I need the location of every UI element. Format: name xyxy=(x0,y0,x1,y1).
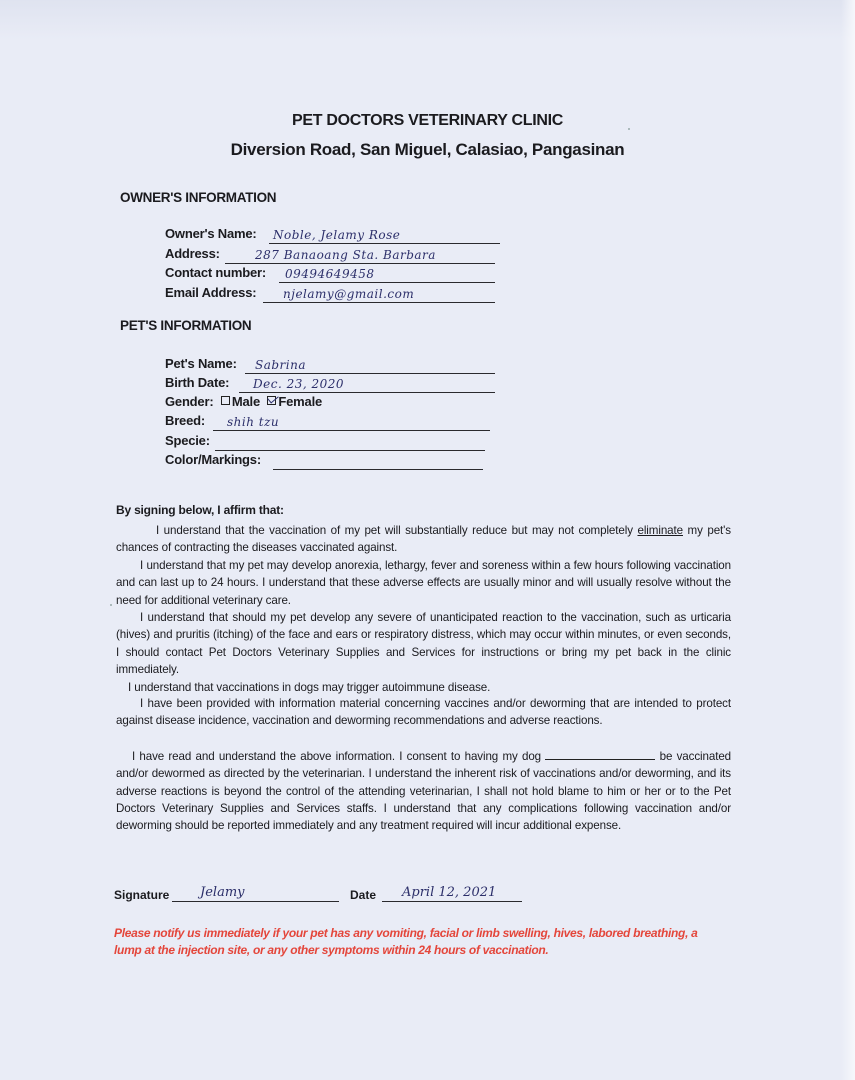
pet-birth-field xyxy=(165,375,495,393)
gender-label: Gender: xyxy=(165,394,214,409)
owner-contact-value: 09494649458 xyxy=(285,267,375,281)
clinic-address: Diversion Road, San Miguel, Calasiao, Pangasinan xyxy=(230,140,625,159)
owner-name-line xyxy=(269,243,500,244)
pet-breed-value: shih tzu xyxy=(227,415,280,429)
pet-specie-line xyxy=(215,450,485,451)
signature-value: Jelamy xyxy=(200,885,245,900)
consent-paragraph-1 xyxy=(116,522,731,557)
consent-paragraph-2: I understand that my pet may develop anorexia, lethargy, fever and soreness within a few hours following vaccination and can last up to 24 hours. I understand that these adverse effects are usually minor and will usually resolve without the need for additional veterinary care. xyxy=(116,559,731,607)
signature-line xyxy=(172,901,339,902)
pet-name-line xyxy=(245,373,495,374)
pet-breed-line xyxy=(213,430,490,431)
pet-birth-value: Dec. 23, 2020 xyxy=(253,377,345,391)
date-value: April 12, 2021 xyxy=(402,885,497,900)
owner-email-line xyxy=(263,302,495,303)
pet-color-label: Color/Markings: xyxy=(165,452,261,467)
pet-name-value: Sabrina xyxy=(255,358,307,372)
date-field xyxy=(350,882,522,902)
owner-contact-field xyxy=(165,265,495,283)
pet-birth-label: Birth Date: xyxy=(165,375,230,390)
pet-name-label: Pet's Name: xyxy=(165,356,237,371)
pet-birth-line xyxy=(239,392,495,393)
owner-email-field xyxy=(165,285,495,303)
pet-breed-label: Breed: xyxy=(165,413,205,428)
male-checkbox[interactable] xyxy=(221,396,230,405)
owner-contact-line xyxy=(279,282,495,283)
scan-shadow xyxy=(0,0,855,40)
consent-paragraph-4: I understand that vaccinations in dogs may trigger autoimmune disease. xyxy=(128,681,491,694)
owner-address-value: 287 Banaoang Sta. Barbara xyxy=(255,248,436,262)
pet-specie-field xyxy=(165,433,485,451)
date-line xyxy=(382,901,522,902)
pet-gender-field xyxy=(165,394,322,409)
pet-name-field xyxy=(165,356,495,374)
notice-text: Please notify us immediately if your pet has any vomiting, facial or limb swelling, hives, labored breathing, a lump at the injection site, or any other symptoms within 24 hours of vaccination. xyxy=(114,926,698,957)
female-checkbox[interactable] xyxy=(267,396,276,405)
owner-contact-label: Contact number: xyxy=(165,265,267,280)
consent-paragraph-5: I have been provided with information material concerning vaccines and/or deworming that are intended to protect against disease incidence, vaccination and deworming recommendations and adverse reactions. xyxy=(116,697,731,728)
male-label: Male xyxy=(231,394,260,409)
clinic-name: PET DOCTORS VETERINARY CLINIC xyxy=(291,112,564,129)
consent-p1-text: I understand that the vaccination of my pet will substantially reduce but may not completely xyxy=(156,524,638,537)
scan-speck xyxy=(628,128,630,130)
owner-name-label: Owner's Name: xyxy=(165,226,257,241)
pet-section-title: PET'S INFORMATION xyxy=(120,318,252,333)
consent-p1-underlined: eliminate xyxy=(637,524,683,537)
consent-p6-text-end: be vaccinated and/or dewormed as directed by the veterinarian. I understand the inherent risk of vaccinations and/or deworming, and its adverse reactions is beyond the control of the attending veterinarian, I shall not hold blame to him or her or to the Pet Doctors Veterinary Supplies and Services staffs. I understand that any complications following vaccination and/or deworming should be reported immediately and any treatment required will incur additional expense. xyxy=(116,750,732,833)
signature-label: Signature xyxy=(114,888,170,902)
pet-color-line xyxy=(273,469,483,470)
owner-section-title: OWNER'S INFORMATION xyxy=(120,190,277,205)
scan-speck xyxy=(110,604,112,606)
date-label: Date xyxy=(350,888,377,902)
pet-breed-field xyxy=(165,413,490,431)
owner-address-line xyxy=(225,263,495,264)
female-label: Female xyxy=(278,394,323,409)
owner-name-field xyxy=(165,226,500,244)
owner-email-label: Email Address: xyxy=(165,285,257,300)
consent-paragraph-3: I understand that should my pet develop any severe of unanticipated reaction to the vaccination, such as urticaria (hives) and pruritis (itching) of the face and ears or respiratory distress, which may occur within minutes, or even seconds, I should contact Pet Doctors Veterinary Supplies and Services for instructions or bring my pet back in the clinic immediately. xyxy=(116,611,731,676)
signature-field xyxy=(114,882,339,902)
affirm-heading: By signing below, I affirm that: xyxy=(116,503,284,517)
owner-address-field xyxy=(165,246,495,264)
consent-p6-text: I have read and understand the above information. I consent to having my dog xyxy=(132,750,542,763)
owner-address-label: Address: xyxy=(165,246,220,261)
owner-email-value: njelamy@gmail.com xyxy=(283,287,415,301)
consent-paragraph-6 xyxy=(116,748,731,834)
consent-p1-text-end: my pet's chances of contracting the diseases vaccinated against. xyxy=(116,524,731,555)
pet-specie-label: Specie: xyxy=(165,433,210,448)
scan-edge xyxy=(841,0,855,1080)
dog-name-blank xyxy=(545,749,655,760)
pet-color-field xyxy=(165,452,483,470)
owner-name-value: Noble, Jelamy Rose xyxy=(273,228,401,242)
